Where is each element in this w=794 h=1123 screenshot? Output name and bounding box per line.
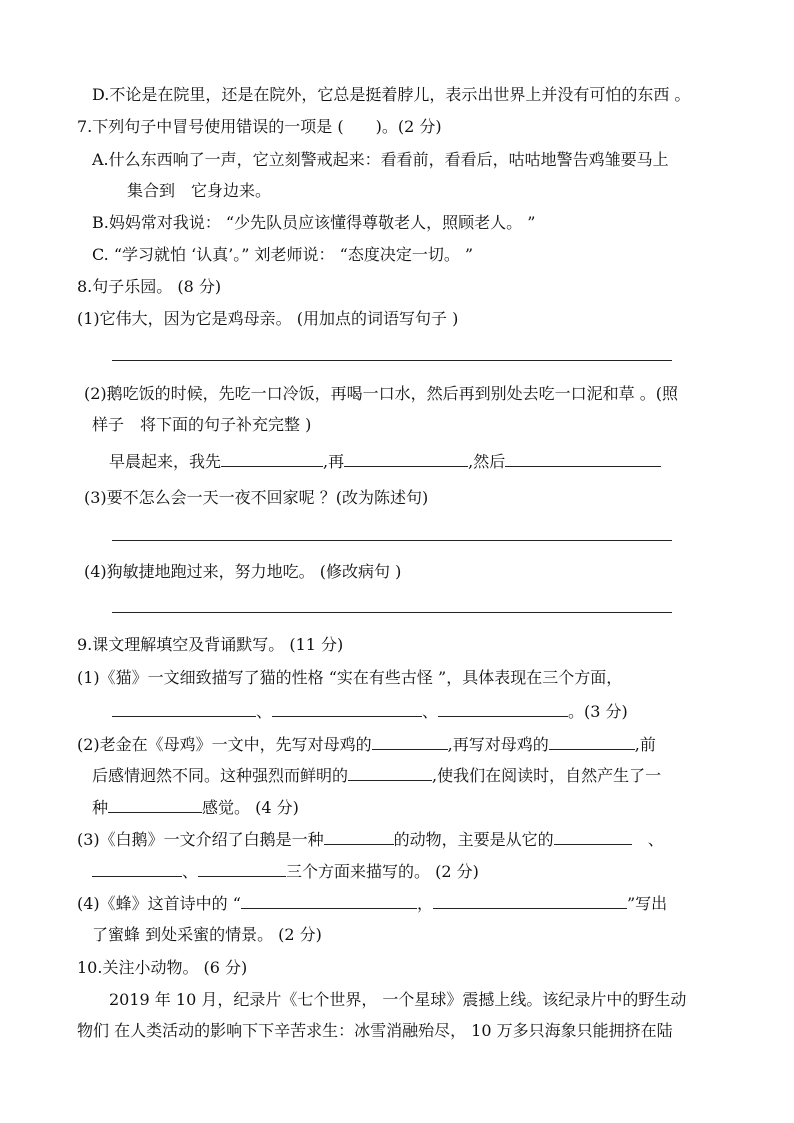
q9-p2-blank-4[interactable]: [108, 796, 202, 813]
q9-p1-blank-3[interactable]: [438, 700, 568, 717]
q8-fill-blank-2[interactable]: [344, 450, 468, 467]
q8-part1: (1)它伟大，因为它是鸡母亲。 (用加点的词语写句子 ): [77, 309, 459, 328]
q9-p1-sep-1: 、: [256, 702, 273, 721]
q8-fill-c-label: ,然后: [468, 452, 506, 471]
q8-part4-answer-line[interactable]: [112, 612, 672, 613]
q9-p1-sep-2: 、: [422, 702, 439, 721]
q9-p1-end: 。(3 分): [568, 702, 628, 721]
q8-part1-answer-line[interactable]: [112, 360, 672, 361]
q6-option-d: D.不论是在院里，还是在院外，它总是挺着脖儿，表示出世界上并没有可怕的东西 。: [92, 85, 691, 104]
q9-part2-line1: [77, 733, 656, 756]
q8-stem: 8.句子乐园。 (8 分): [77, 277, 222, 296]
q8-part3: (3)要不怎么会一天一夜不回家呢 ？(改为陈述句): [84, 488, 429, 507]
q9-part1-line1: (1)《猫》一文细致描写了猫的性格 “实在有些古怪 ”，具体表现在三个方面，: [77, 668, 623, 687]
q9-p1-blank-2[interactable]: [272, 700, 422, 717]
q8-fill-blank-3[interactable]: [505, 450, 661, 467]
q9-p2-text-g: 感觉。 (4 分): [202, 798, 299, 817]
q9-part1-line2: [112, 700, 628, 723]
q9-p2-text-e: ,使我们在阅读时，自然产生了一: [432, 766, 662, 785]
q8-part2-fill: [109, 450, 661, 473]
q9-p3-text-b: 的动物，主要是从它的: [393, 830, 554, 849]
q9-p2-text-c: ,前: [634, 735, 656, 754]
q9-part4-line1: [77, 892, 667, 915]
q7-option-b: B.妈妈常对我说： “少先队员应该懂得尊敬老人，照顾老人。 ”: [92, 213, 536, 232]
q9-p4-text-c: ”写出: [626, 894, 668, 913]
q9-p4-blank-1[interactable]: [241, 892, 417, 909]
q9-p3-text-d: 、: [182, 862, 199, 881]
q9-p3-blank-1[interactable]: [324, 828, 394, 845]
q10-passage-line1: 2019 年 10 月，纪录片《七个世界， 一个星球》震撼上线。该纪录片中的野生动: [109, 990, 687, 1009]
q9-part4-line2: 了蜜蜂 到处采蜜的情景。 (2 分): [92, 925, 322, 944]
q9-p2-blank-1[interactable]: [372, 733, 448, 750]
q10-stem: 10.关注小动物。 (6 分): [77, 958, 248, 977]
q9-p3-text-a: (3)《白鹅》一文介绍了白鹅是一种: [77, 830, 324, 849]
q7-stem: 7.下列句子中冒号使用错误的一项是 ( )。(2 分): [77, 117, 442, 136]
q9-p3-text-e: 三个方面来描写的。 (2 分): [286, 862, 479, 881]
q7-option-a-line1: A.什么东西响了一声，它立刻警戒起来：看看前，看看后，咕咕地警告鸡雏要马上: [92, 150, 669, 169]
q8-part2-line2: 样子 将下面的句子补充完整 ): [92, 415, 312, 434]
q9-part2-line3: [92, 796, 299, 819]
q9-p4-blank-2[interactable]: [433, 892, 627, 909]
q9-part2-line2: [92, 764, 661, 787]
q7-option-a-line2: 集合到 它身边来。: [127, 181, 272, 200]
q9-p2-text-d: 后感情迥然不同。这种强烈而鲜明的: [92, 766, 349, 785]
q9-p3-text-c: 、: [631, 830, 664, 849]
q8-part3-answer-line[interactable]: [112, 540, 672, 541]
q9-p2-text-a: (2)老金在《母鸡》一文中，先写对母鸡的: [77, 735, 372, 754]
q10-passage-line2: 物们 在人类活动的影响下下辛苦求生：冰雪消融殆尽， 10 万多只海象只能拥挤在陆: [77, 1021, 673, 1040]
q9-p3-blank-2[interactable]: [554, 828, 632, 845]
q9-p3-blank-3[interactable]: [92, 860, 182, 877]
q9-p3-blank-4[interactable]: [198, 860, 286, 877]
q7-option-c: C. “学习就怕 ‘认真’。” 刘老师说： “态度决定一切。 ”: [92, 245, 474, 264]
q8-fill-a-label: 早晨起来，我先: [109, 452, 222, 471]
q9-p1-blank-1[interactable]: [112, 700, 256, 717]
q9-p2-blank-2[interactable]: [549, 733, 635, 750]
q9-p4-text-a: (4)《蜂》这首诗中的 “: [77, 894, 241, 913]
q9-stem: 9.课文理解填空及背诵默写。 (11 分): [77, 635, 344, 654]
q9-p2-blank-3[interactable]: [348, 764, 432, 781]
q8-part4: (4)狗敏捷地跑过来，努力地吃。 (修改病句 ): [84, 562, 402, 581]
q9-p4-text-b: ，: [416, 894, 433, 913]
q9-p2-text-f: 种: [92, 798, 109, 817]
q8-fill-b-label: ,再: [323, 452, 345, 471]
q8-part2-line1: (2)鹅吃饭的时候，先吃一口冷饭，再喝一口水，然后再到别处去吃一口泥和草 。(照: [84, 384, 678, 403]
q9-part3-line2: [92, 860, 479, 883]
q9-part3-line1: [77, 828, 664, 851]
q8-fill-blank-1[interactable]: [221, 450, 323, 467]
q9-p2-text-b: ,再写对母鸡的: [447, 735, 549, 754]
